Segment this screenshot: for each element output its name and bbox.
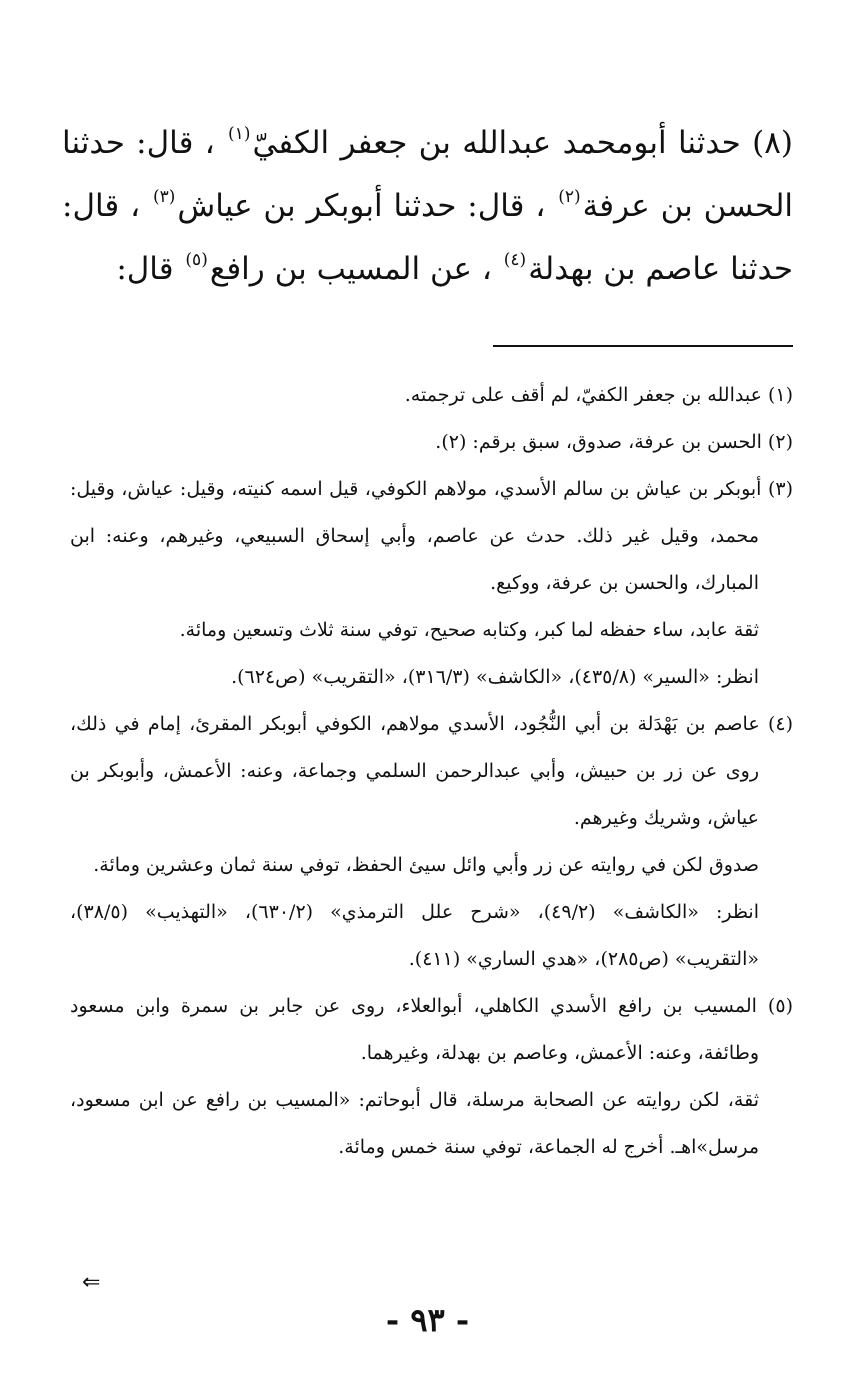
hadith-segment: (٨) حدثنا أبومحمد عبدالله بن جعفر الكفيّ	[252, 125, 793, 161]
hadith-paragraph	[62, 112, 793, 301]
hadith-text	[62, 112, 793, 301]
footnote-5-grade: ثقة، لكن روايته عن الصحابة مرسلة، قال أبوحاتم: «المسيب بن رافع عن ابن مسعود، مرسل»اهـ. أخرج له الجماعة، توفي سنة خمس ومائة.	[70, 1089, 759, 1158]
footnotes	[70, 372, 793, 1171]
hadith-segment: ، قال: حدثنا عاصم بن بهدلة	[62, 188, 793, 287]
footnote-4-sources: انظر: «الكاشف» (٤٩/٢)، «شرح علل الترمذي» (٦٣٠/٢)، «التهذيب» (٣٨/٥)، «التقريب» (ص٢٨٥)، «هدي الساري» (٤١١).	[70, 901, 759, 970]
footnote-3-sources: انظر: «السير» (٤٣٥/٨)، «الكاشف» (٣١٦/٣)، «التقريب» (ص٦٢٤).	[231, 666, 759, 688]
footnote-ref: (١)	[228, 124, 251, 144]
footnote-1: (١) عبدالله بن جعفر الكفيّ، لم أقف على ترجمته.	[404, 384, 793, 406]
footnote-2: (٢) الحسن بن عرفة، صدوق، سبق برقم: (٢).	[435, 431, 793, 453]
footnote-ref: (٢)	[558, 187, 581, 207]
footnote-3: (٣) أبوبكر بن عياش بن سالم الأسدي، مولاهم الكوفي، قيل اسمه كنيته، وقيل: عياش، وقيل: محمد، وقيل غير ذلك. حدث عن عاصم، وأبي إسحاق السبيعي، وغيرهم، وعنه: ابن المبارك، والحسن بن عرفة، ووكيع.	[70, 478, 793, 594]
footnote-4: (٤) عاصم بن بَهْدَلة بن أبي النُّجُود، الأسدي مولاهم، الكوفي أبوبكر المقرئ، إمام في ذلك، روى عن زر بن حبيش، وأبي عبدالرحمن السلمي وجماعة، وعنه: الأعمش، وأبوبكر بن عياش، وشريك وغيرهم.	[70, 713, 793, 829]
page-number: - ٩٣ -	[385, 1301, 470, 1339]
footnote-separator	[493, 345, 793, 347]
footnote-3-grade: ثقة عابد، ساء حفظه لما كبر، وكتابه صحيح، توفي سنة ثلاث وتسعين ومائة.	[179, 619, 759, 641]
hadith-segment: ، عن المسيب بن رافع	[209, 251, 492, 287]
footnote-4-grade: صدوق لكن في روايته عن زر وأبي وائل سيئ الحفظ، توفي سنة ثمان وعشرين ومائة.	[93, 854, 759, 876]
hadith-segment: ، قال: حدثنا الحسن بن عرفة	[62, 125, 794, 224]
continuation-arrow-icon: ⇐	[82, 1270, 101, 1295]
footnote-ref: (٣)	[153, 187, 176, 207]
footnote-5: (٥) المسيب بن رافع الأسدي الكاهلي، أبوالعلاء، روى عن جابر بن سمرة وابن مسعود وطائفة، وعنه: الأعمش، وعاصم بن بهدلة، وغيرهما.	[70, 995, 793, 1064]
footnote-ref: (٤)	[503, 250, 527, 270]
hadith-segment: ، قال: حدثنا أبوبكر بن عياش	[177, 188, 546, 224]
hadith-segment: قال:	[116, 251, 174, 287]
footnote-ref: (٥)	[185, 250, 208, 270]
